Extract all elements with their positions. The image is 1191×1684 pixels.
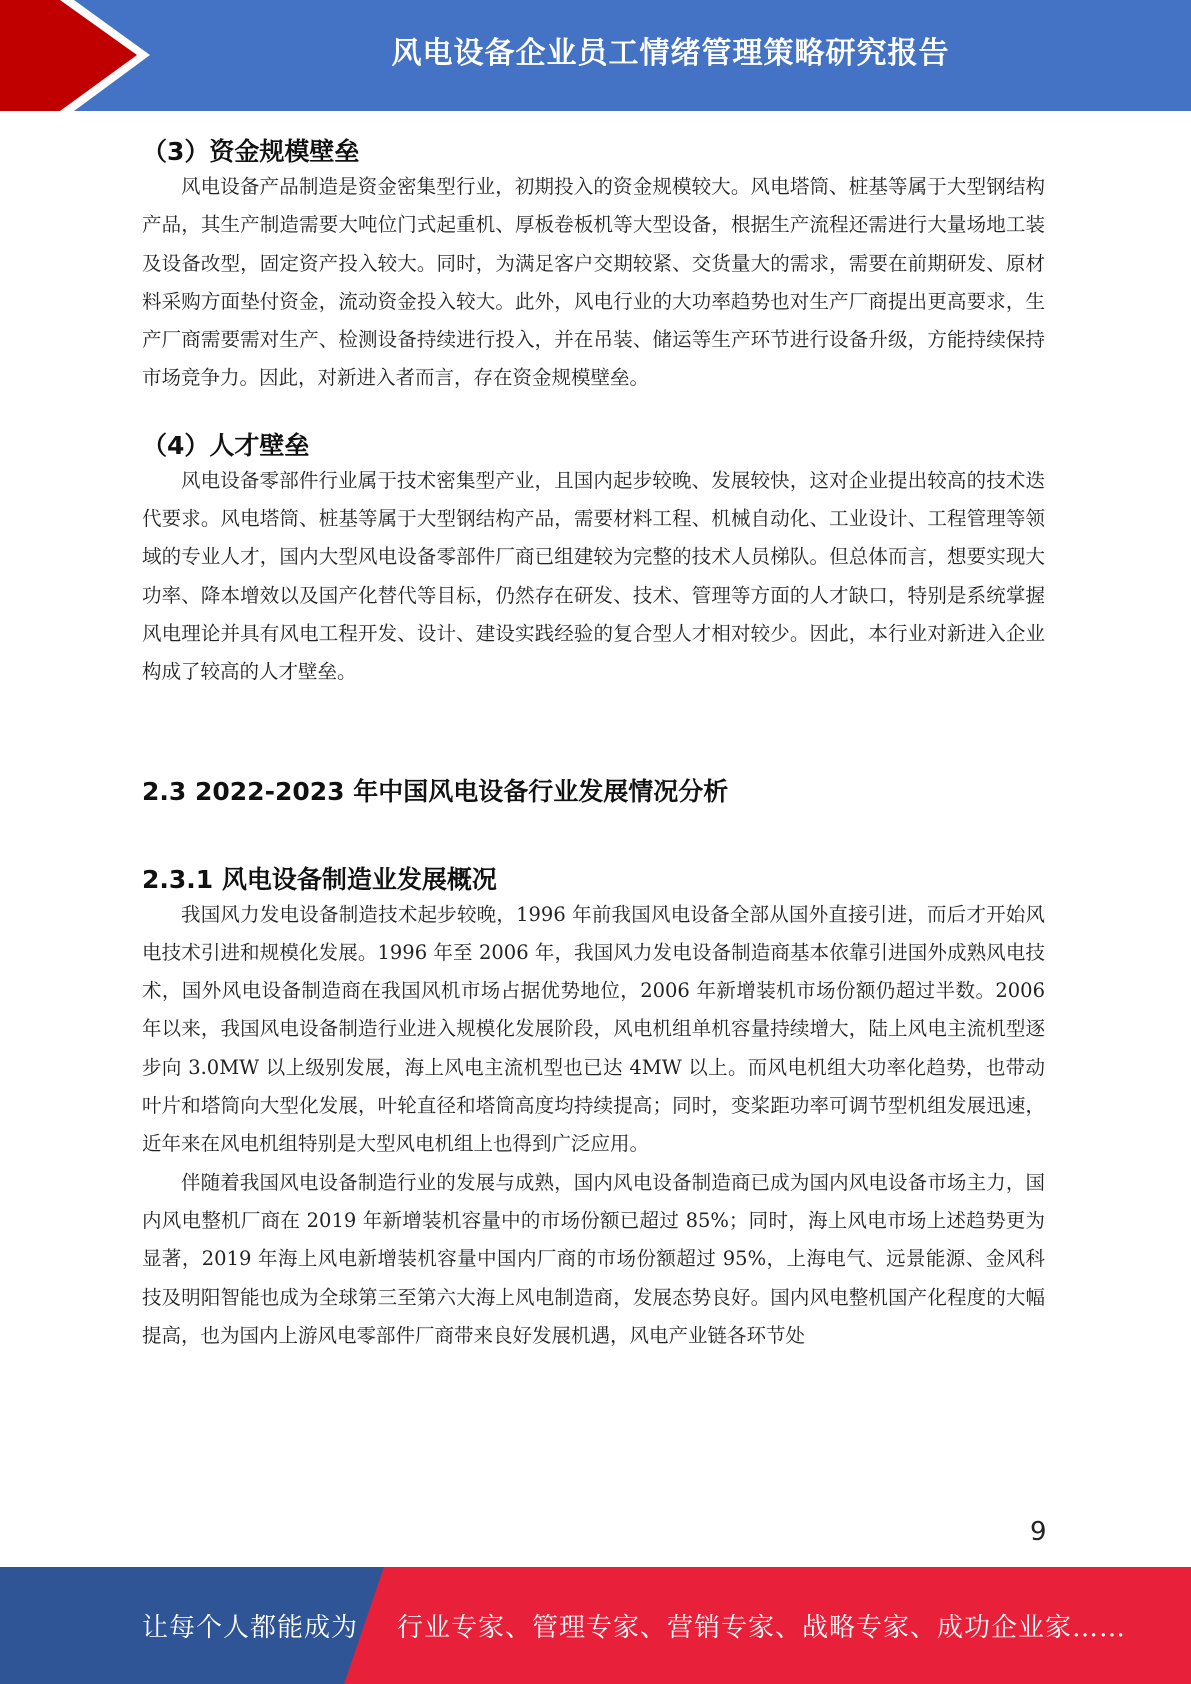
footer-slogan-right: 行业专家、管理专家、营销专家、战略专家、成功企业家…… <box>397 1613 1127 1643</box>
header-banner <box>0 0 1191 111</box>
section-heading-capital-barrier: （3）资金规模壁垒 <box>142 137 360 166</box>
chapter-heading: 2.3 2022-2023 年中国风电设备行业发展情况分析 <box>142 776 729 806</box>
paragraph-capital-barrier: 风电设备产品制造是资金密集型行业，初期投入的资金规模较大。风电塔筒、桩基等属于大型钢结构产品，其生产制造需要大吨位门式起重机、厚板卷板机等大型设备，根据生产流程还需进行大量场地工装及设备改型，固定资产投入较大。同时，为满足客户交期较紧、交货量大的需求，需要在前期研发、原材料采购方面垫付资金，流动资金投入较大。此外，风电行业的大功率趋势也对生产厂商提出更高要求，生产厂商需要需对生产、检测设备持续进行投入，并在吊装、储运等生产环节进行设备升级，方能持续保持市场竞争力。因此，对新进入者而言，存在资金规模壁垒。 <box>142 175 1045 390</box>
report-title: 风电设备企业员工情绪管理策略研究报告 <box>391 36 950 71</box>
page-content <box>142 125 1045 1355</box>
paragraph-talent-barrier: 风电设备零部件行业属于技术密集型产业，且国内起步较晚、发展较快，这对企业提出较高的技术迭代要求。风电塔筒、桩基等属于大型钢结构产品，需要材料工程、机械自动化、工业设计、工程管理等领域的专业人才，国内大型风电设备零部件厂商已组建较为完整的技术人员梯队。但总体而言，想要实现大功率、降本增效以及国产化替代等目标，仍然存在研发、技术、管理等方面的人才缺口，特别是系统掌握风电理论并具有风电工程开发、设计、建设实践经验的复合型人才相对较少。因此，本行业对新进入企业构成了较高的人才壁垒。 <box>142 468 1045 684</box>
footer-banner <box>0 1567 1191 1684</box>
page-number: 9 <box>1030 1517 1047 1547</box>
subsection-heading: 2.3.1 风电设备制造业发展概况 <box>142 864 497 894</box>
paragraph-manufacturing-overview: 我国风力发电设备制造技术起步较晚，1996 年前我国风电设备全部从国外直接引进，而后才开始风电技术引进和规模化发展。1996 年至 2006 年，我国风力发电设备制造商基本依靠引进国外成熟风电技术，国外风电设备制造商在我国风机市场占据优势地位，2006 年新增装机市场份额仍超过半数。2006 年以来，我国风电设备制造行业进入规模化发展阶段，风电机组单机容量持续增大，陆上风电主流机型逐步向 3.0MW 以上级别发展，海上风电主流机型也已达 4MW 以上。而风电机组大功率化趋势，也带动叶片和塔筒向大型化发展，叶轮直径和塔筒高度均持续提高；同时，变桨距功率可调节型机组发展迅速，近年来在风电机组特别是大型风电机组上也得到广泛应用。 <box>142 902 1045 1156</box>
section-heading-talent-barrier: （4）人才壁垒 <box>142 430 310 460</box>
paragraph-domestic-market: 伴随着我国风电设备制造行业的发展与成熟，国内风电设备制造商已成为国内风电设备市场主力，国内风电整机厂商在 2019 年新增装机容量中的市场份额已超过 85%；同时，海上风电市场上述趋势更为显著，2019 年海上风电新增装机容量中国内厂商的市场份额超过 95%，上海电气、远景能源、金风科技及明阳智能也成为全球第三至第六大海上风电制造商，发展态势良好。国内风电整机国产化程度的大幅提高，也为国内上游风电零部件厂商带来良好发展机遇，风电产业链各环节处 <box>142 1170 1045 1347</box>
footer-slogan-left: 让每个人都能成为 <box>142 1613 359 1643</box>
